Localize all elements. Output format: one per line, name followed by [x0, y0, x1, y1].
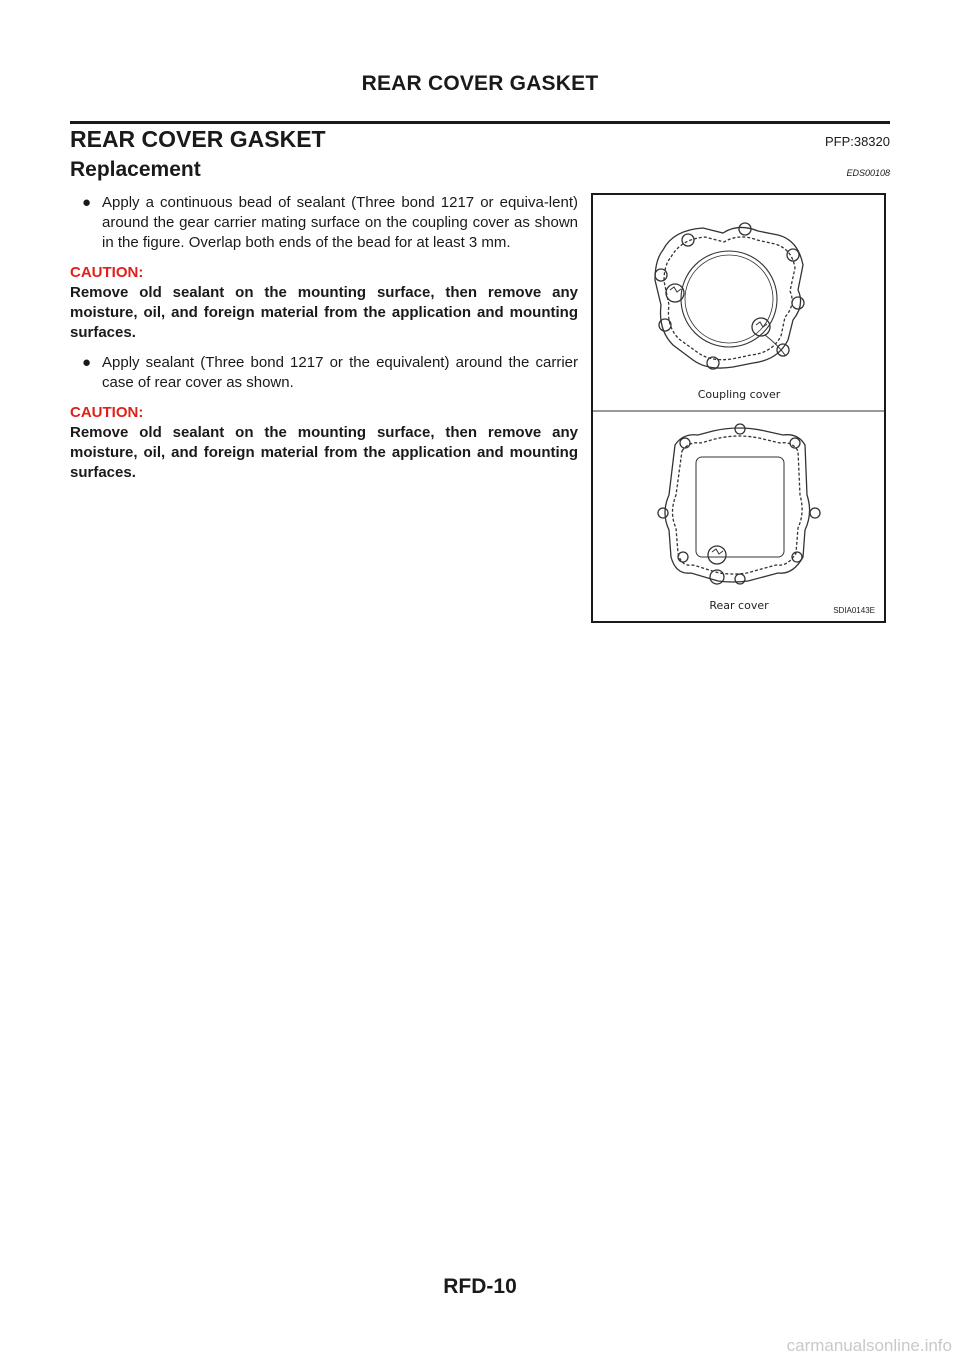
page-number: RFD-10: [443, 1275, 517, 1298]
document-code: EDS00108: [846, 168, 890, 178]
caution-label: CAUTION:: [70, 404, 144, 421]
bullet-item: [70, 353, 578, 393]
coupling-cover-drawing: [655, 223, 804, 369]
caution-text: Remove old sealant on the mounting surface, then remove any moisture, oil, and foreign material from the application and mounting surfaces.: [70, 284, 578, 341]
section-title: REAR COVER GASKET: [70, 126, 326, 152]
watermark[interactable]: carmanualsonline.info: [786, 1336, 952, 1355]
figure-caption-top: Coupling cover: [697, 388, 781, 401]
instruction-body: [70, 193, 578, 493]
subsection-title: Replacement: [70, 158, 201, 181]
figure-caption-bottom: Rear cover: [709, 599, 769, 612]
bullet-item: [70, 193, 578, 253]
bullet-text: Apply a continuous bead of sealant (Three bond 1217 or equiva-lent) around the gear carrier mating surface on the coupling cover as shown in the figure. Overlap both ends of the bead for at least 3 mm.: [102, 194, 578, 251]
figure-id: SDIA0143E: [833, 606, 875, 615]
rear-cover-drawing: [658, 424, 820, 584]
bullet-icon: ●: [82, 354, 92, 371]
bullet-text: Apply sealant (Three bond 1217 or the equivalent) around the carrier case of rear cover as shown.: [102, 354, 578, 391]
part-code: PFP:38320: [824, 134, 890, 149]
section-rule: [70, 121, 890, 124]
gasket-diagram: [593, 195, 884, 621]
bullet-icon: ●: [82, 194, 92, 211]
caution-text: Remove old sealant on the mounting surface, then remove any moisture, oil, and foreign material from the application and mounting surfaces.: [70, 424, 578, 481]
caution-label: CAUTION:: [70, 264, 144, 281]
running-header: REAR COVER GASKET: [361, 72, 599, 95]
gasket-figure: [591, 193, 886, 623]
